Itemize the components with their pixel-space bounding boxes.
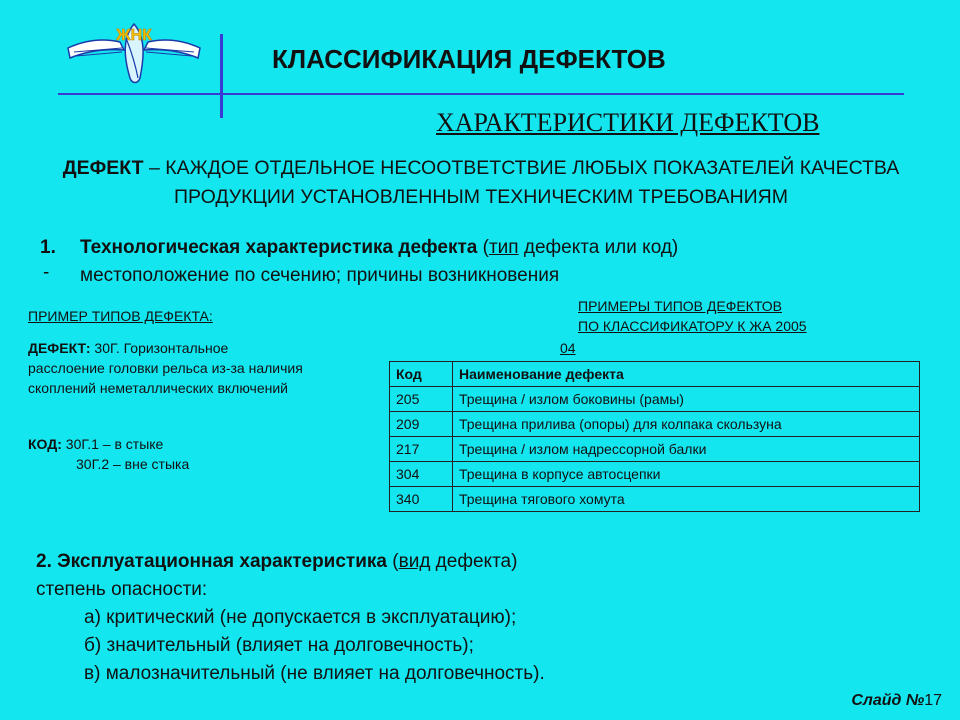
cell-code: 340 [390, 487, 453, 512]
tech-type-word: тип [488, 237, 519, 258]
cell-code: 205 [390, 387, 453, 412]
slide-number-value: 17 [924, 692, 942, 709]
table-row [390, 412, 920, 437]
tech-paren-rest: дефекта или код) [518, 237, 679, 258]
op-kind-word: вид [398, 551, 431, 572]
tech-paren-open: ( [477, 237, 489, 258]
header-name: Наименование дефекта [453, 362, 920, 387]
example-heading: ПРИМЕР ТИПОВ ДЕФЕКТА: [28, 308, 213, 324]
example-code [28, 434, 189, 474]
cell-code: 304 [390, 462, 453, 487]
definition-text: – КАЖДОЕ ОТДЕЛЬНОЕ НЕСООТВЕТСТВИЕ ЛЮБЫХ ПОКАЗАТЕЛЕЙ КАЧЕСТВА ПРОДУКЦИИ УСТАНОВЛЕННЫМ ТЕХНИЧЕСКИМ ТРЕБОВАНИЯМ [143, 157, 900, 208]
cell-code: 209 [390, 412, 453, 437]
op-heading: Эксплуатационная характеристика [57, 551, 387, 572]
example-code-2: 30Г.2 – вне стыка [76, 456, 190, 472]
defect-codes-table [389, 361, 920, 512]
page-title: КЛАССИФИКАЦИЯ ДЕФЕКТОВ [272, 44, 666, 74]
table-row [390, 437, 920, 462]
op-line2: степень опасности: [36, 579, 208, 600]
classifier-heading-3: 04 [560, 340, 576, 356]
defect-definition [24, 154, 938, 212]
classifier-heading [578, 296, 807, 336]
op-paren-open: ( [387, 551, 399, 572]
tech-line2: местоположение по сечению; причины возникновения [80, 265, 560, 286]
operational-characteristic [36, 548, 936, 688]
slide-number [851, 692, 942, 710]
table-header-row [390, 362, 920, 387]
list-item: в) малозначительный (не влияет на долговечность). [84, 663, 545, 684]
table-row [390, 462, 920, 487]
slide-number-label: Слайд № [851, 692, 925, 709]
tech-dash: - [43, 262, 50, 283]
table-row [390, 487, 920, 512]
classifier-heading-2: ПО КЛАССИФИКАТОРУ К ЖА 2005 [578, 318, 807, 334]
cell-name: Трещина тягового хомута [453, 487, 920, 512]
list-item: б) значительный (влияет на долговечность); [84, 635, 474, 656]
cell-name: Трещина в корпусе автосцепки [453, 462, 920, 487]
vertical-divider [220, 34, 223, 118]
example-defect [28, 338, 308, 398]
tech-number: 1. [40, 237, 56, 258]
technological-characteristic [40, 234, 920, 290]
cell-name: Трещина / излом боковины (рамы) [453, 387, 920, 412]
example-defect-text: 30Г. Горизонтальное расслоение головки рельса из-за наличия скоплений неметаллических включений [28, 340, 303, 396]
table-row [390, 387, 920, 412]
list-item: а) критический (не допускается в эксплуатацию); [84, 607, 517, 628]
page-subtitle: ХАРАКТЕРИСТИКИ ДЕФЕКТОВ [436, 108, 820, 137]
example-code-label: КОД: [28, 436, 62, 452]
cell-name: Трещина / излом надрессорной балки [453, 437, 920, 462]
example-code-1: 30Г.1 – в стыке [61, 436, 164, 452]
cell-code: 217 [390, 437, 453, 462]
railway-logo [64, 18, 204, 90]
definition-term: ДЕФЕКТ [62, 157, 144, 179]
tech-heading: Технологическая характеристика дефекта [80, 237, 478, 258]
op-paren-rest: дефекта) [430, 551, 518, 572]
example-defect-label: ДЕФЕКТ: [28, 340, 91, 356]
cell-name: Трещина прилива (опоры) для колпака скользуна [453, 412, 920, 437]
op-number: 2. [36, 551, 52, 572]
logo-text: ЖНК [116, 27, 152, 44]
horizontal-divider [58, 93, 904, 95]
header-code: Код [390, 362, 453, 387]
classifier-heading-1: ПРИМЕРЫ ТИПОВ ДЕФЕКТОВ [578, 298, 782, 314]
